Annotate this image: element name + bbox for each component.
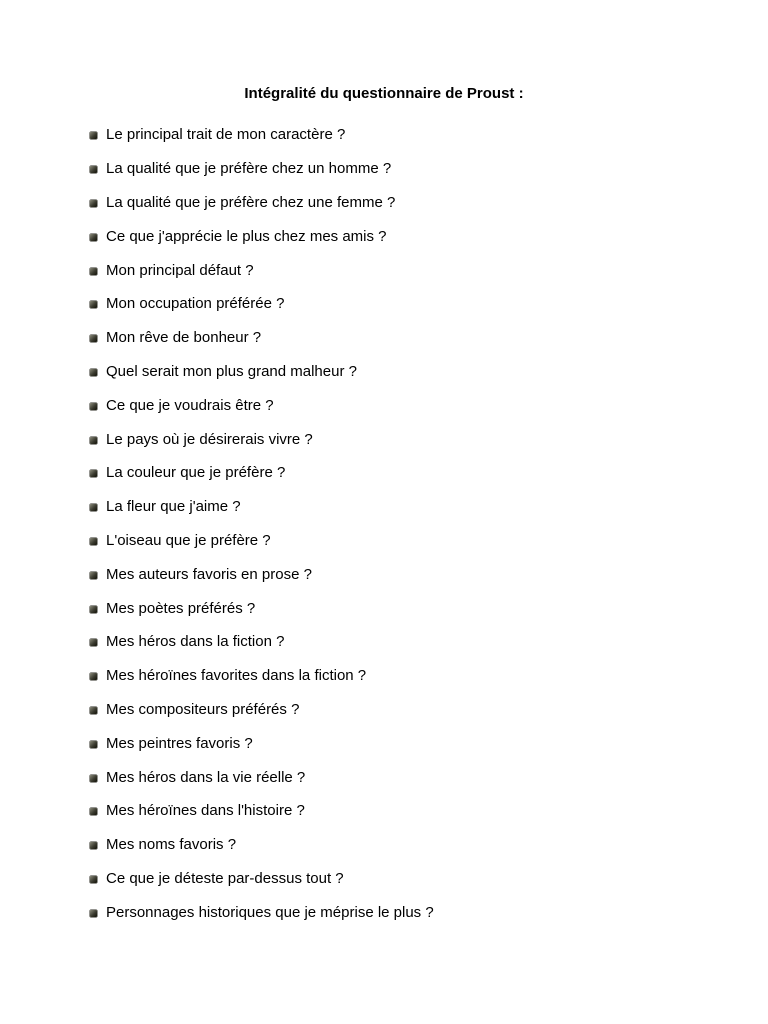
list-item — [88, 388, 434, 422]
square-bullet-icon — [90, 775, 97, 782]
list-item — [88, 524, 434, 558]
question-text: Mes héroïnes dans l'histoire ? — [106, 802, 305, 820]
list-item — [88, 219, 434, 253]
square-bullet-icon — [90, 403, 97, 410]
question-text: Mes noms favoris ? — [106, 836, 237, 854]
square-bullet-icon — [90, 910, 97, 917]
square-bullet-icon — [90, 741, 97, 748]
list-item — [88, 760, 434, 794]
list-item — [88, 693, 434, 727]
square-bullet-icon — [90, 842, 97, 849]
square-bullet-icon — [90, 200, 97, 207]
square-bullet-icon — [90, 132, 97, 139]
list-item — [88, 895, 434, 929]
square-bullet-icon — [90, 504, 97, 511]
question-text: Mon occupation préférée ? — [106, 295, 285, 313]
list-item — [88, 862, 434, 896]
square-bullet-icon — [90, 268, 97, 275]
square-bullet-icon — [90, 538, 97, 545]
square-bullet-icon — [90, 639, 97, 646]
square-bullet-icon — [90, 301, 97, 308]
square-bullet-icon — [90, 437, 97, 444]
question-text: La fleur que j'aime ? — [106, 498, 241, 516]
list-item — [88, 794, 434, 828]
question-text: Quel serait mon plus grand malheur ? — [106, 362, 357, 380]
question-text: Mes héroïnes favorites dans la fiction ? — [106, 667, 367, 685]
square-bullet-icon — [90, 707, 97, 714]
question-text: Mes héros dans la fiction ? — [106, 633, 285, 651]
question-text: La qualité que je préfère chez une femme ? — [106, 193, 396, 211]
square-bullet-icon — [90, 606, 97, 613]
question-text: Mes compositeurs préférés ? — [106, 700, 300, 718]
square-bullet-icon — [90, 876, 97, 883]
list-item — [88, 726, 434, 760]
list-item — [88, 659, 434, 693]
list-item — [88, 321, 434, 355]
question-text: Ce que je voudrais être ? — [106, 396, 274, 414]
square-bullet-icon — [90, 470, 97, 477]
list-item — [88, 253, 434, 287]
square-bullet-icon — [90, 369, 97, 376]
list-item — [88, 557, 434, 591]
question-text: L'oiseau que je préfère ? — [106, 531, 271, 549]
square-bullet-icon — [90, 808, 97, 815]
list-item — [88, 591, 434, 625]
question-text: Mon principal défaut ? — [106, 261, 254, 279]
question-text: La qualité que je préfère chez un homme ? — [106, 160, 392, 178]
list-item — [88, 456, 434, 490]
question-text: La couleur que je préfère ? — [106, 464, 286, 482]
square-bullet-icon — [90, 166, 97, 173]
document-title: Intégralité du questionnaire de Proust : — [244, 85, 524, 102]
list-item — [88, 355, 434, 389]
list-item — [88, 422, 434, 456]
list-item — [88, 625, 434, 659]
question-text: Mes poètes préférés ? — [106, 599, 256, 617]
question-text: Mes héros dans la vie réelle ? — [106, 768, 306, 786]
square-bullet-icon — [90, 572, 97, 579]
question-text: Le principal trait de mon caractère ? — [106, 126, 346, 144]
square-bullet-icon — [90, 335, 97, 342]
square-bullet-icon — [90, 673, 97, 680]
list-item — [88, 828, 434, 862]
question-text: Ce que j'apprécie le plus chez mes amis ? — [106, 227, 387, 245]
question-text: Mes auteurs favoris en prose ? — [106, 565, 312, 583]
question-text: Ce que je déteste par-dessus tout ? — [106, 869, 344, 887]
question-list — [88, 118, 434, 929]
question-text: Personnages historiques que je méprise le plus ? — [106, 903, 434, 921]
square-bullet-icon — [90, 234, 97, 241]
question-text: Le pays où je désirerais vivre ? — [106, 430, 313, 448]
list-item — [88, 490, 434, 524]
list-item — [88, 287, 434, 321]
question-text: Mon rêve de bonheur ? — [106, 329, 262, 347]
list-item — [88, 152, 434, 186]
question-text: Mes peintres favoris ? — [106, 734, 253, 752]
list-item — [88, 118, 434, 152]
list-item — [88, 186, 434, 220]
